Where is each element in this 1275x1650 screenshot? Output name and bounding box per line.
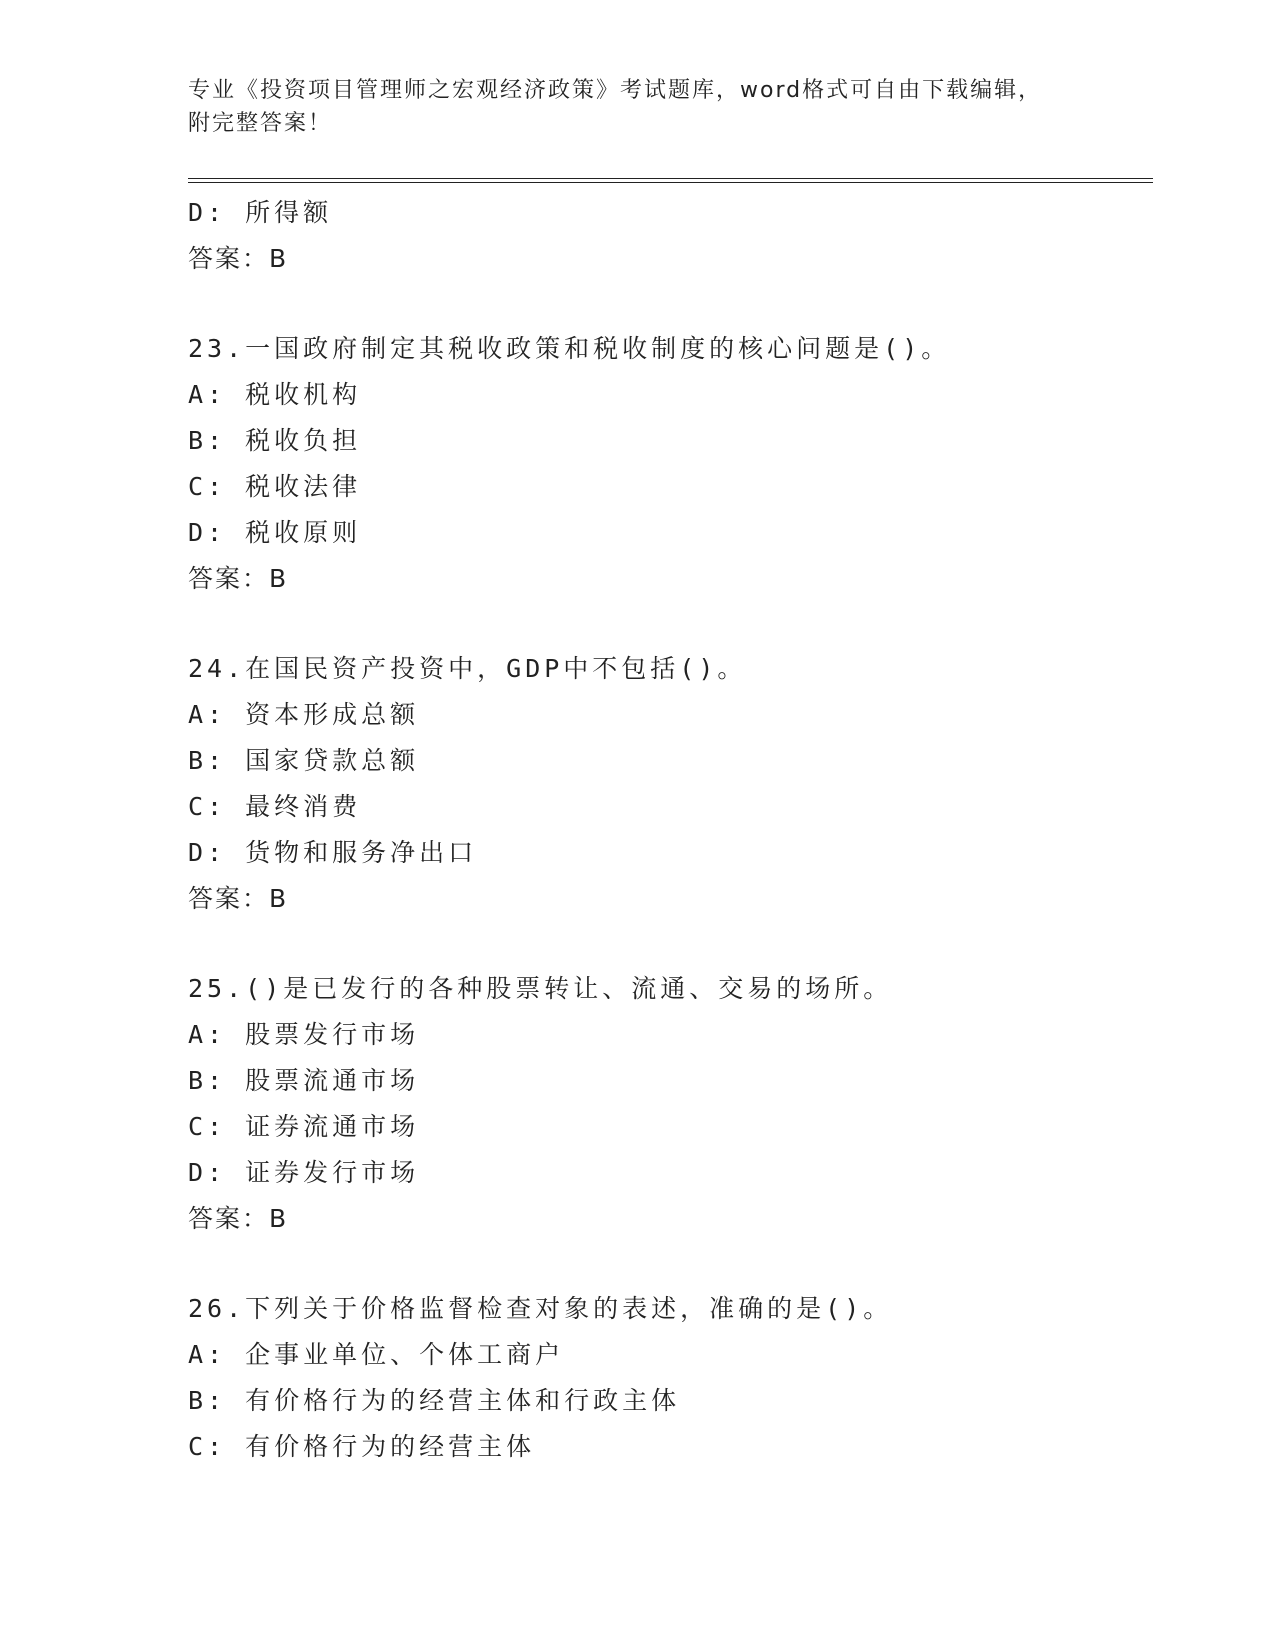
option-b: B: 国家贷款总额 [188,746,420,775]
answer: 答案：B [188,884,289,913]
answer: 答案：B [188,1204,289,1233]
header-divider-top [188,178,1153,179]
option-c: C: 最终消费 [188,792,362,821]
document-header [188,74,1088,140]
header-divider-bottom [188,182,1153,183]
option-b: B: 税收负担 [188,426,362,455]
answer: 答案：B [188,564,289,593]
option-a: A: 资本形成总额 [188,700,420,729]
option-a: A: 企事业单位、个体工商户 [188,1340,565,1369]
spacer [188,922,1153,966]
question-stem: 25.()是已发行的各种股票转让、流通、交易的场所。 [188,974,893,1003]
header-line-2: 附完整答案！ [188,111,333,136]
question-stem: 24.在国民资产投资中，GDP中不包括()。 [188,654,747,683]
option-a: A: 股票发行市场 [188,1020,420,1049]
question-list [188,190,1153,1470]
question-23 [188,326,1153,602]
question-26 [188,1286,1153,1470]
question-stem: 23.一国政府制定其税收政策和税收制度的核心问题是()。 [188,334,951,363]
option-c: C: 税收法律 [188,472,362,501]
option-b: B: 有价格行为的经营主体和行政主体 [188,1386,681,1415]
option-a: A: 税收机构 [188,380,362,409]
spacer [188,602,1153,646]
header-line-1: 专业《投资项目管理师之宏观经济政策》考试题库，word格式可自由下载编辑， [188,78,1043,103]
option-c: C: 证券流通市场 [188,1112,420,1141]
option-d: D: 税收原则 [188,518,362,547]
option-d: D: 货物和服务净出口 [188,838,478,867]
previous-answer: 答案：B [188,244,289,273]
previous-option-d: D: 所得额 [188,198,333,227]
option-c: C: 有价格行为的经营主体 [188,1432,536,1461]
question-24 [188,646,1153,922]
spacer [188,1242,1153,1286]
option-b: B: 股票流通市场 [188,1066,420,1095]
question-25 [188,966,1153,1242]
option-d: D: 证券发行市场 [188,1158,420,1187]
spacer [188,282,1153,326]
question-stem: 26.下列关于价格监督检查对象的表述，准确的是()。 [188,1294,893,1323]
